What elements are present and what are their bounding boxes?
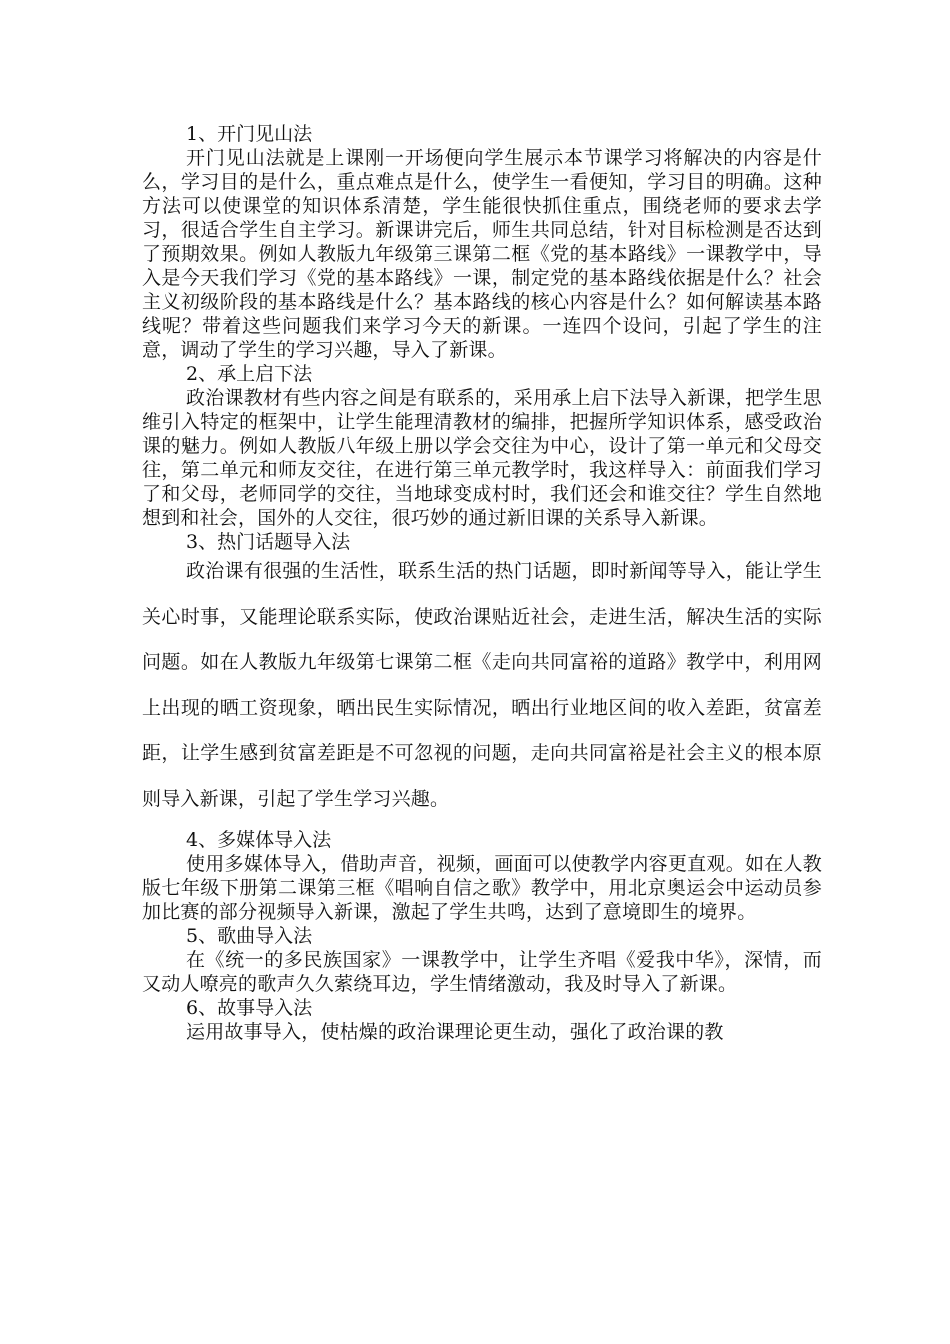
section-2-heading: 2、承上启下法 [186, 363, 313, 385]
section-1-heading: 1、开门见山法 [186, 123, 313, 145]
section-6-paragraph: 运用故事导入，使枯燥的政治课理论更生动，强化了政治课的教 [186, 1021, 724, 1043]
section-4-heading: 4、多媒体导入法 [186, 829, 332, 851]
document-body [142, 122, 822, 1044]
section-2-paragraph: 政治课教材有些内容之间是有联系的，采用承上启下法导入新课，把学生思维引入特定的框架中，让学生能理清教材的编排，把握所学知识体系，感受政治课的魅力。例如人教版八年级上册以学会交往为中心，设计了第一单元和父母交往，第二单元和师友交往，在进行第三单元教学时，我这样导入：前面我们学习了和父母，老师同学的交往，当地球变成村时，我们还会和谁交往？学生自然地想到和社会，国外的人交往，很巧妙的通过新旧课的关系导入新课。 [142, 387, 822, 529]
section-3-paragraph: 政治课有很强的生活性，联系生活的热门话题，即时新闻等导入，能让学生关心时事，又能理论联系实际，使政治课贴近社会，走进生活，解决生活的实际问题。如在人教版九年级第七课第二框《走向共同富裕的道路》教学中，利用网上出现的晒工资现象，晒出民生实际情况，晒出行业地区间的收入差距，贫富差距，让学生感到贫富差距是不可忽视的问题，走向共同富裕是社会主义的根本原则导入新课，引起了学生学习兴趣。 [142, 560, 822, 810]
section-5-heading: 5、歌曲导入法 [186, 925, 313, 947]
section-3-heading: 3、热门话题导入法 [186, 531, 351, 553]
section-5-paragraph: 在《统一的多民族国家》一课教学中，让学生齐唱《爱我中华》，深情，而又动人嘹亮的歌声久久萦绕耳边，学生情绪激动，我及时导入了新课。 [142, 949, 822, 995]
section-1-paragraph: 开门见山法就是上课刚一开场便向学生展示本节课学习将解决的内容是什么，学习目的是什么，重点难点是什么，使学生一看便知，学习目的明确。这种方法可以使课堂的知识体系清楚，学生能很快抓住重点，围绕老师的要求去学习，很适合学生自主学习。新课讲完后，师生共同总结，针对目标检测是否达到了预期效果。例如人教版九年级第三课第二框《党的基本路线》一课教学中，导入是今天我们学习《党的基本路线》一课，制定党的基本路线依据是什么？社会主义初级阶段的基本路线是什么？基本路线的核心内容是什么？如何解读基本路线呢？带着这些问题我们来学习今天的新课。一连四个设问，引起了学生的注意，调动了学生的学习兴趣，导入了新课。 [142, 147, 822, 361]
section-4-paragraph: 使用多媒体导入，借助声音，视频，画面可以使教学内容更直观。如在人教版七年级下册第二课第三框《唱响自信之歌》教学中，用北京奥运会中运动员参加比赛的部分视频导入新课，激起了学生共鸣，达到了意境即生的境界。 [142, 853, 822, 923]
section-6-heading: 6、故事导入法 [186, 997, 313, 1019]
